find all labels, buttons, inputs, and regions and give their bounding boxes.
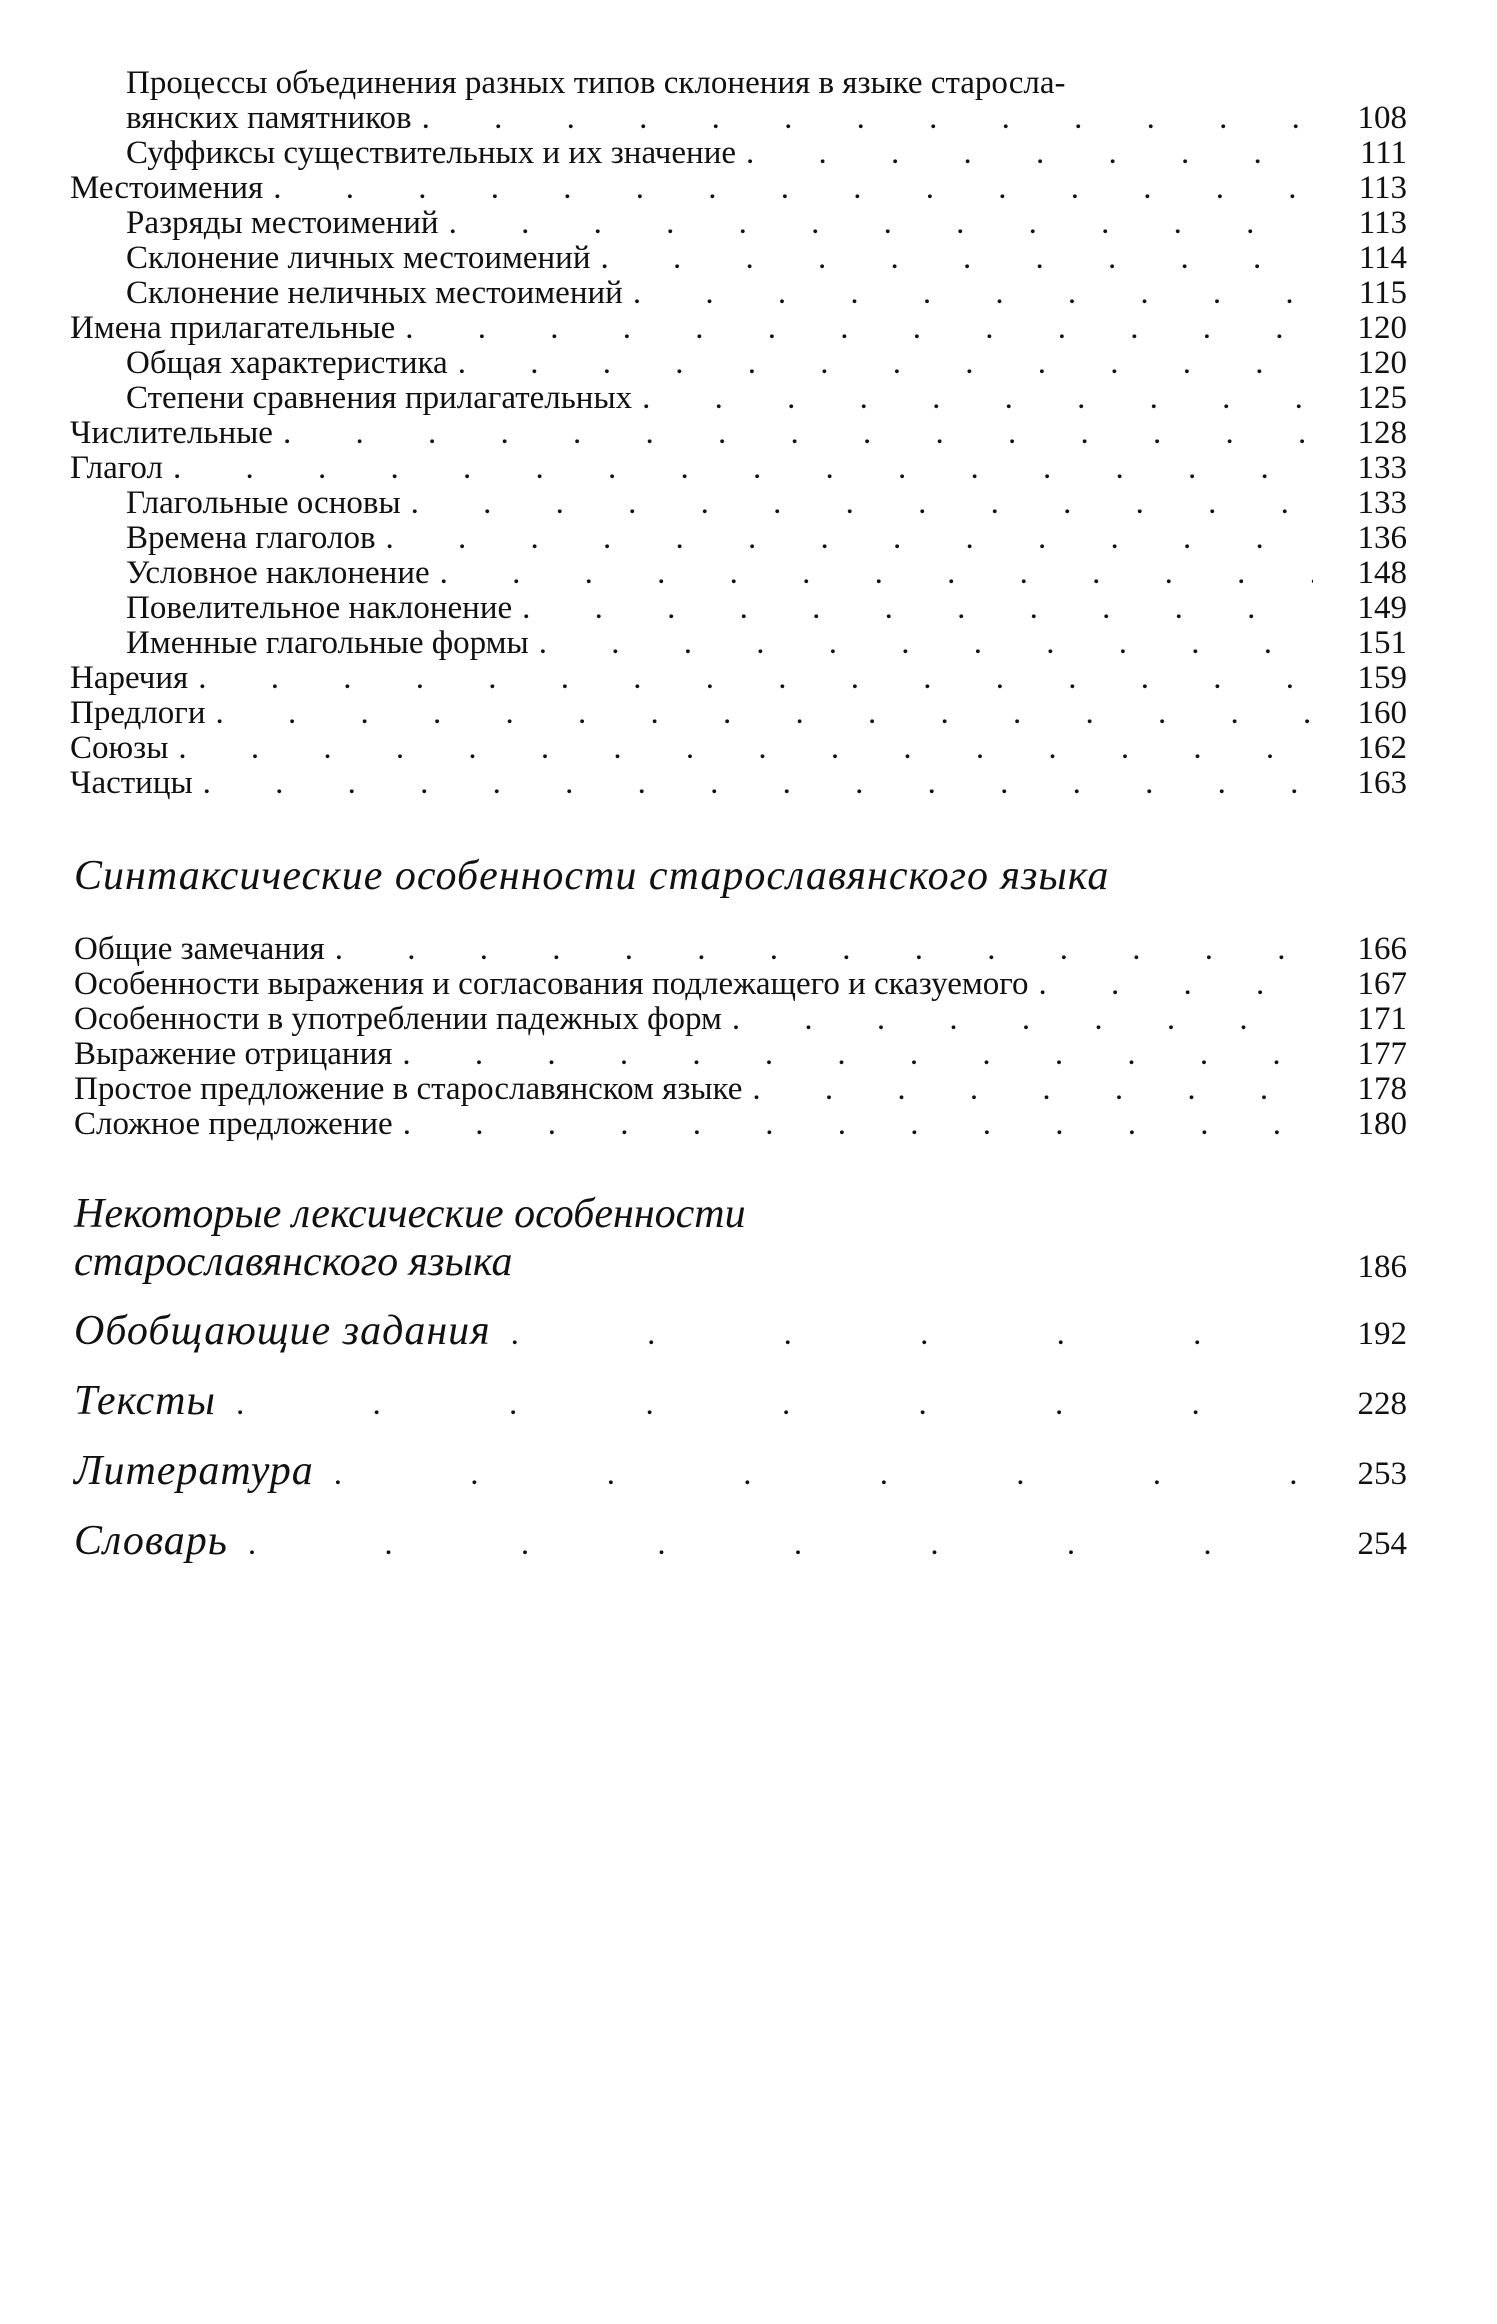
dot-leader	[411, 484, 1313, 522]
toc-entry	[74, 1105, 1407, 1143]
dot-leader	[334, 1449, 1313, 1499]
entry-title: Разряды местоимений	[126, 205, 439, 241]
toc-entry	[126, 344, 1407, 382]
entry-title: Тексты	[74, 1378, 216, 1424]
page-number: 186	[1357, 1249, 1407, 1285]
dot-leader	[248, 1519, 1313, 1569]
dot-leader	[403, 1105, 1313, 1143]
dot-leader	[283, 414, 1313, 452]
toc-entry	[126, 624, 1407, 662]
toc-entry	[70, 449, 1407, 487]
dot-leader	[273, 169, 1313, 207]
dot-leader	[216, 694, 1314, 732]
toc-entry	[126, 274, 1407, 312]
toc-entry	[74, 1070, 1407, 1108]
dot-leader	[198, 659, 1313, 697]
entry-title: Времена глаголов	[126, 520, 376, 556]
dot-leader	[440, 554, 1313, 592]
page-number: 115	[1358, 275, 1407, 311]
page-number: 108	[1357, 100, 1407, 136]
entry-title: Обобщающие задания	[74, 1308, 491, 1354]
page-number: 113	[1358, 170, 1407, 206]
dot-leader	[732, 1000, 1313, 1038]
toc-entry	[74, 1035, 1407, 1073]
dot-leader	[511, 1309, 1313, 1359]
entry-title: Частицы	[70, 765, 193, 801]
toc-entry	[70, 764, 1407, 802]
section-heading-syntax: Синтаксические особенности старославянского языка	[74, 853, 1110, 899]
toc-entry	[74, 965, 1407, 1003]
entry-title: Глагол	[70, 450, 163, 486]
entry-title: Процессы объединения разных типов склонения в языке старосла-	[126, 65, 1066, 101]
page-number: 254	[1357, 1526, 1407, 1562]
dot-leader	[203, 764, 1313, 802]
page-number: 253	[1357, 1456, 1407, 1492]
toc-entry	[126, 589, 1407, 627]
dot-leader	[1038, 965, 1313, 1003]
toc-entry-major	[74, 1516, 1407, 1566]
entry-title: Склонение неличных местоимений	[126, 275, 623, 311]
dot-leader	[458, 344, 1313, 382]
page-number: 163	[1357, 765, 1407, 801]
toc-entry	[126, 64, 1407, 102]
entry-title: Склонение личных местоимений	[126, 240, 591, 276]
toc-entry	[70, 309, 1407, 347]
dot-leader	[386, 519, 1313, 557]
entry-title-continued: вянских памятников	[126, 100, 412, 136]
toc-entry	[70, 414, 1407, 452]
entry-title: Простое предложение в старославянском языке	[74, 1071, 743, 1107]
page-number: 128	[1357, 415, 1407, 451]
entry-title: Числительные	[70, 415, 273, 451]
entry-title: Именные глагольные формы	[126, 625, 529, 661]
entry-title: Сложное предложение	[74, 1106, 393, 1142]
toc-entry	[70, 659, 1407, 697]
page-number: 192	[1357, 1316, 1407, 1352]
toc-entry	[70, 169, 1407, 207]
page-number: 120	[1357, 345, 1407, 381]
page-number: 228	[1357, 1386, 1407, 1422]
section-heading-lexical-line1: Некоторые лексические особенности	[74, 1191, 746, 1237]
dot-leader	[173, 449, 1313, 487]
page-number: 125	[1357, 380, 1407, 416]
entry-title: Повелительное наклонение	[126, 590, 513, 626]
page-number: 171	[1357, 1001, 1407, 1037]
page-number: 113	[1358, 205, 1407, 241]
toc-entry	[74, 930, 1407, 968]
entry-title: Выражение отрицания	[74, 1036, 393, 1072]
page-number: 162	[1357, 730, 1407, 766]
entry-title: Предлоги	[70, 695, 206, 731]
dot-leader	[402, 1035, 1313, 1073]
entry-title: Общая характеристика	[126, 345, 448, 381]
entry-title: Особенности выражения и согласования подлежащего и сказуемого	[74, 966, 1029, 1002]
page-number: 120	[1357, 310, 1407, 346]
toc-entry	[70, 729, 1407, 767]
entry-title: Союзы	[70, 730, 169, 766]
entry-title: Местоимения	[70, 170, 264, 206]
toc-entry-major	[74, 1376, 1407, 1426]
page-number: 149	[1357, 590, 1407, 626]
toc-entry	[126, 99, 1407, 137]
page-number: 160	[1357, 695, 1407, 731]
page-number: 133	[1357, 450, 1407, 486]
entry-title: Наречия	[70, 660, 189, 696]
toc-entry	[126, 134, 1407, 172]
toc-entry-major	[74, 1306, 1407, 1356]
entry-title: Словарь	[74, 1518, 228, 1564]
dot-leader	[746, 134, 1313, 172]
entry-title: Имена прилагательные	[70, 310, 396, 346]
entry-title: Общие замечания	[74, 931, 325, 967]
toc-entry	[70, 694, 1407, 732]
page-number: 177	[1357, 1036, 1407, 1072]
dot-leader	[752, 1070, 1313, 1108]
toc-entry	[126, 554, 1407, 592]
dot-leader	[405, 309, 1313, 347]
toc-entry	[126, 204, 1407, 242]
dot-leader	[335, 930, 1313, 968]
page-number: 178	[1357, 1071, 1407, 1107]
toc-entry	[126, 379, 1407, 417]
toc-entry	[126, 239, 1407, 277]
page-number: 114	[1358, 240, 1407, 276]
dot-leader	[236, 1379, 1313, 1429]
entry-title: Особенности в употреблении падежных форм	[74, 1001, 722, 1037]
dot-leader	[601, 239, 1314, 277]
page-number: 136	[1357, 520, 1407, 556]
dot-leader	[539, 624, 1313, 662]
page-number: 151	[1357, 625, 1407, 661]
toc-entry	[74, 1000, 1407, 1038]
toc-entry	[126, 519, 1407, 557]
entry-title: Литература	[74, 1448, 314, 1494]
page-number: 111	[1359, 135, 1407, 171]
dot-leader	[522, 589, 1313, 627]
dot-leader	[633, 274, 1313, 312]
entry-title: Суффиксы существительных и их значение	[126, 135, 737, 171]
toc-entry	[126, 484, 1407, 522]
page-number: 166	[1357, 931, 1407, 967]
entry-title: Условное наклонение	[126, 555, 430, 591]
dot-leader	[449, 204, 1313, 242]
dot-leader	[178, 729, 1313, 767]
page-number: 159	[1357, 660, 1407, 696]
toc-entry-major	[74, 1446, 1407, 1496]
page-number: 133	[1357, 485, 1407, 521]
page-number: 167	[1357, 966, 1407, 1002]
entry-title: Степени сравнения прилагательных	[126, 380, 633, 416]
page-number: 180	[1357, 1106, 1407, 1142]
entry-title: Глагольные основы	[126, 485, 401, 521]
section-heading-lexical-line2: старославянского языка	[74, 1239, 513, 1285]
dot-leader	[422, 99, 1313, 137]
page-number: 148	[1357, 555, 1407, 591]
dot-leader	[642, 379, 1313, 417]
